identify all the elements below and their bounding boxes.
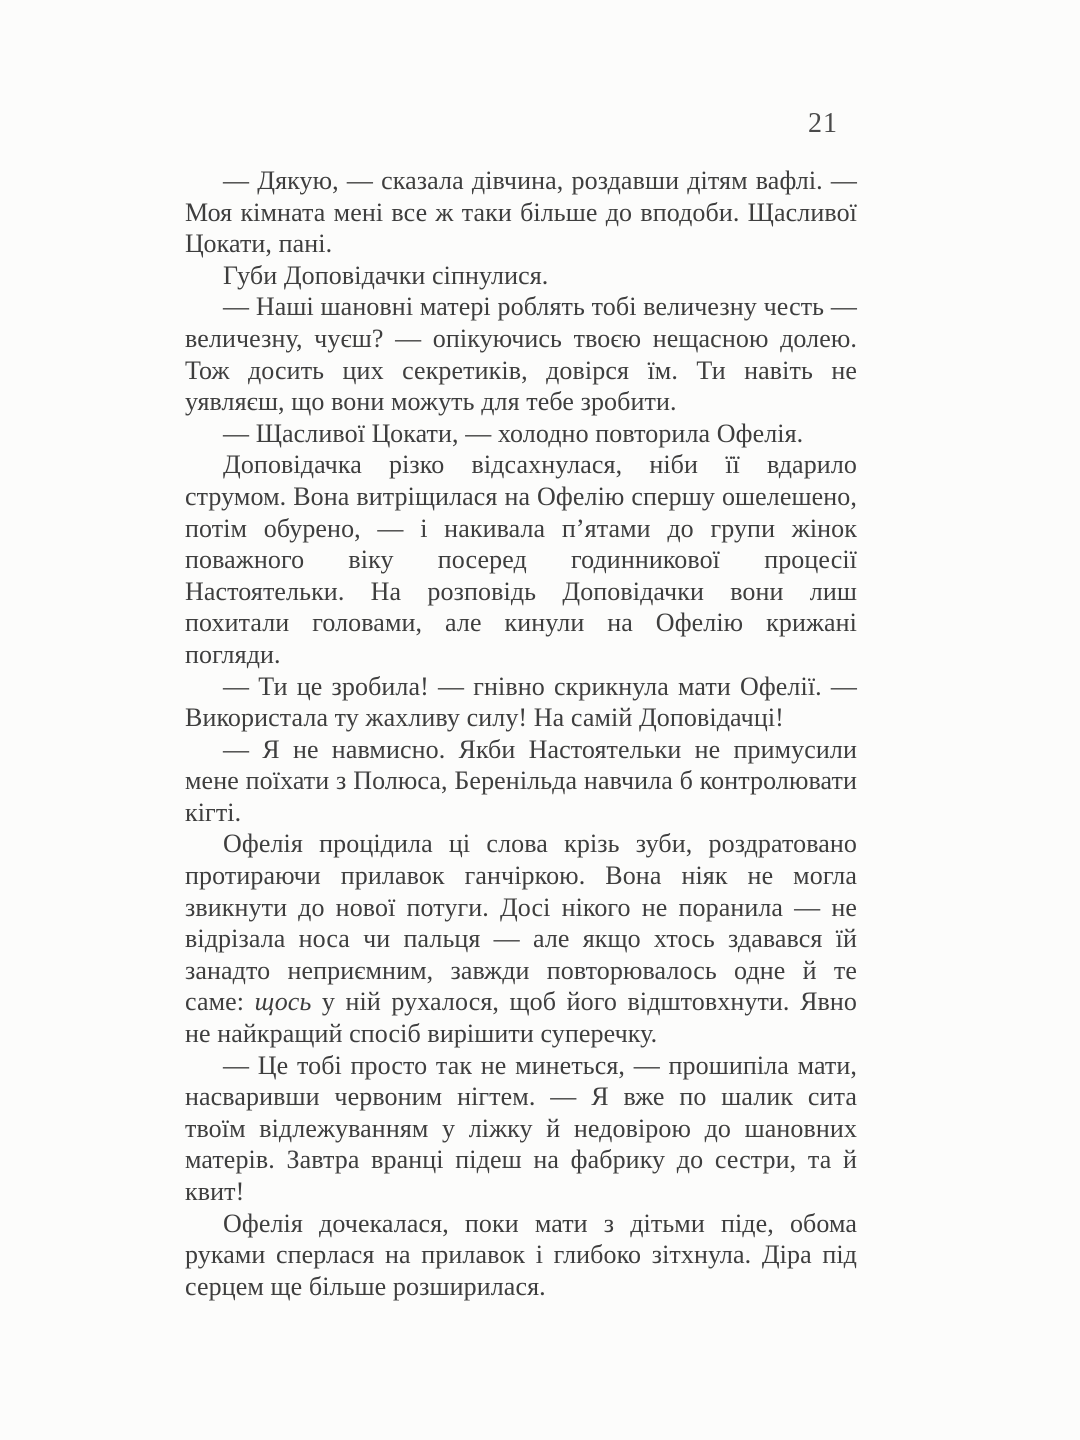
text-run: Офелія дочекалася, поки мати з дітьми піде, обома руками сперлася на прилавок і глибоко зітхнула. Діра під серцем ще більше розширилася. [185,1208,857,1301]
text-run: — Щасливої Цокати, — холодно повторила Офелія. [223,418,804,448]
text-run: щось [254,987,312,1017]
text-run: Губи Доповідачки сіпнулися. [223,260,549,290]
text-run: Доповідачка різко відсахнулася, ніби її вдарило струмом. Вона витріщилася на Офелію спершу ошелешено, потім обурено, — і накивала п’ятами до групи жінок поважного віку посеред годинникової процесії Настоятельки. На розповідь Доповідачки вони лиш похитали головами, але кинули на Офелію крижані погляди. [185,450,857,669]
paragraph [185,1208,857,1303]
text-run: — Я не навмисно. Якби Настоятельки не примусили мене поїхати з Полюса, Беренільда навчила б контролювати кігті. [185,734,857,827]
page-text [185,165,857,1302]
paragraph [185,671,857,734]
paragraph [185,1050,857,1208]
paragraph [185,828,857,1049]
text-run: — Це тобі просто так не минеться, — прошипіла мати, насваривши червоним нігтем. — Я вже по шалик сита твоїм відлежуванням у ліжку й недовірою до шановних матерів. Завтра вранці підеш на фабрику до сестри, та й квит! [185,1050,857,1206]
text-run: — Наші шановні матері роблять тобі величезну честь — величезну, чуєш? — опікуючись твоєю нещасною долею. Тож досить цих секретиків, довірся їм. Ти навіть не уявляєш, що вони можуть для тебе зробити. [185,292,857,417]
paragraph [185,418,857,450]
page-number: 21 [808,108,838,139]
text-run: Офелія процідила ці слова крізь зуби, роздратовано протираючи прилавок ганчіркою. Вона ніяк не могла звикнути до нової потуги. Досі нікого не поранила — не відрізала носа чи пальця — але якщо хтось здавався їй занадто неприємним, завжди повторювалось одне й те саме: [185,829,857,1017]
text-run: — Ти це зробила! — гнівно скрикнула мати Офелії. — Використала ту жахливу силу! На самій Доповідачці! [185,671,857,733]
text-run: у ній рухалося, щоб його відштовхнути. Явно не найкращий спосіб вирішити суперечку. [185,987,857,1049]
paragraph [185,734,857,829]
paragraph [185,165,857,260]
paragraph [185,260,857,292]
paragraph [185,291,857,417]
text-run: — Дякую, — сказала дівчина, роздавши дітям вафлі. — Моя кімната мені все ж таки більше до вподоби. Щасливої Цокати, пані. [185,166,857,259]
paragraph [185,449,857,670]
